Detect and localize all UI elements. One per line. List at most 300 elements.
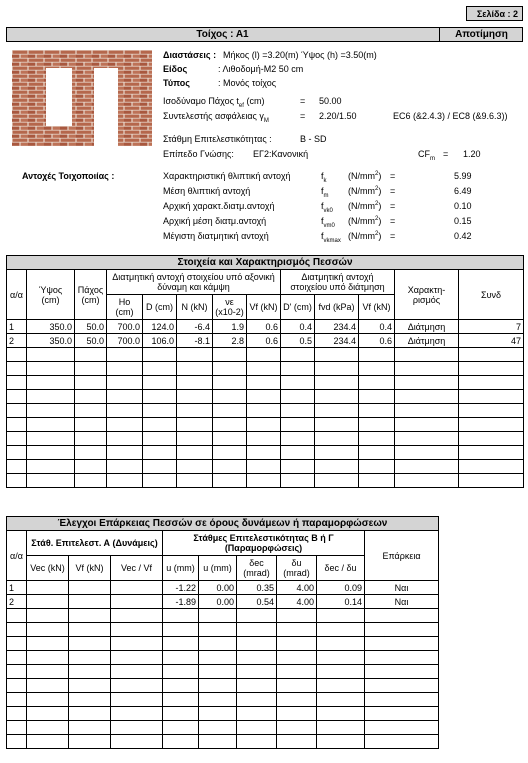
d-cell: 124.0 — [143, 320, 177, 334]
vf-cell: 0.6 — [247, 320, 281, 334]
d-cell — [143, 362, 177, 376]
ho-cell: 700.0 — [107, 320, 143, 334]
combination-cell — [459, 404, 524, 418]
du-cell — [277, 735, 317, 749]
t2-subheader: δu (mrad) — [277, 556, 317, 581]
fvd-cell — [315, 432, 359, 446]
row-index: 1 — [7, 320, 27, 334]
ho-cell — [107, 460, 143, 474]
du-cell — [277, 651, 317, 665]
fvd-cell — [315, 418, 359, 432]
cf-label: $CF_m$ — [418, 149, 435, 162]
t2-h-groupA: Στάθ. Επιτελεστ. Α (Δυνάμεις) — [27, 531, 163, 556]
characterization-cell — [395, 390, 459, 404]
height-cell — [27, 432, 75, 446]
adequacy-cell — [365, 623, 439, 637]
safety-eq: = — [300, 111, 306, 121]
characterization-cell — [395, 460, 459, 474]
dprime-cell — [281, 404, 315, 418]
du-cell — [277, 637, 317, 651]
vf-cell — [69, 623, 111, 637]
t2-subheader: Vec / Vf — [111, 556, 163, 581]
combination-cell: 47 — [459, 334, 524, 348]
table-row — [7, 665, 439, 679]
dec-cell — [237, 637, 277, 651]
t1-h-thick: Πάχος (cm) — [75, 270, 107, 320]
t1-subheader: νε (x10-2) — [213, 295, 247, 320]
assessment-label: Αποτίμηση — [455, 29, 508, 40]
ho-cell — [107, 446, 143, 460]
dec-cell — [237, 665, 277, 679]
n-cell — [177, 404, 213, 418]
dec-cell — [237, 623, 277, 637]
du-cell — [277, 679, 317, 693]
vec-cell — [27, 623, 69, 637]
vf-cell — [69, 679, 111, 693]
table-row — [7, 334, 524, 348]
dratio-cell — [317, 637, 365, 651]
height-cell — [27, 460, 75, 474]
dratio-cell: 0.14 — [317, 595, 365, 609]
t2-subheader: Vec (kN) — [27, 556, 69, 581]
vf2-cell — [359, 460, 395, 474]
cf-value: 1.20 — [463, 149, 481, 159]
u2-cell — [199, 609, 237, 623]
strength-symbol: $f_{vm0}$ — [321, 216, 335, 229]
vf-cell — [247, 362, 281, 376]
row-index — [7, 418, 27, 432]
vf-cell — [247, 474, 281, 488]
dprime-cell — [281, 446, 315, 460]
table-row — [7, 679, 439, 693]
vf2-cell — [359, 348, 395, 362]
characterization-cell — [395, 418, 459, 432]
d-cell — [143, 432, 177, 446]
ve-cell: 2.8 — [213, 334, 247, 348]
adequacy-cell — [365, 609, 439, 623]
dec-cell: 0.35 — [237, 581, 277, 595]
n-cell — [177, 474, 213, 488]
dprime-cell — [281, 348, 315, 362]
page-number-box — [466, 6, 523, 21]
vf2-cell — [359, 376, 395, 390]
table-row — [7, 735, 439, 749]
dratio-cell — [317, 623, 365, 637]
ratio-cell — [111, 679, 163, 693]
vf-cell — [247, 390, 281, 404]
u-cell — [163, 609, 199, 623]
u2-cell — [199, 693, 237, 707]
n-cell — [177, 390, 213, 404]
t1-subheader: N (kN) — [177, 295, 213, 320]
dec-cell — [237, 609, 277, 623]
vec-cell — [27, 595, 69, 609]
t1-h-char: Χαρακτη-ρισμός — [395, 270, 459, 320]
du-cell — [277, 693, 317, 707]
strength-symbol: $f_{vk0}$ — [321, 201, 333, 214]
combination-cell — [459, 446, 524, 460]
dratio-cell — [317, 735, 365, 749]
vf-cell — [247, 432, 281, 446]
vf-cell: 0.6 — [247, 334, 281, 348]
ratio-cell — [111, 651, 163, 665]
ve-cell — [213, 446, 247, 460]
strength-label: Χαρακτηριστική θλιπτική αντοχή — [163, 171, 291, 181]
vf2-cell — [359, 446, 395, 460]
du-cell: 4.00 — [277, 581, 317, 595]
u-cell — [163, 721, 199, 735]
dec-cell: 0.54 — [237, 595, 277, 609]
table-row — [7, 390, 524, 404]
thickness-cell — [75, 460, 107, 474]
vec-cell — [27, 707, 69, 721]
fvd-cell: 234.4 — [315, 320, 359, 334]
dratio-cell — [317, 665, 365, 679]
performance-value: B - SD — [300, 134, 327, 144]
thickness-cell — [75, 432, 107, 446]
d-cell — [143, 390, 177, 404]
combination-cell — [459, 432, 524, 446]
fvd-cell — [315, 348, 359, 362]
table-row — [7, 432, 524, 446]
fvd-cell — [315, 390, 359, 404]
table-row — [7, 362, 524, 376]
vf-cell — [247, 446, 281, 460]
kind-label: Τύπος — [163, 78, 190, 88]
t1-subheader: D' (cm) — [281, 295, 315, 320]
vec-cell — [27, 665, 69, 679]
ratio-cell — [111, 707, 163, 721]
ve-cell — [213, 418, 247, 432]
dprime-cell — [281, 390, 315, 404]
vec-cell — [27, 609, 69, 623]
du-cell: 4.00 — [277, 595, 317, 609]
safety-reference: EC6 (&2.4.3) / EC8 (&9.6.3)) — [393, 111, 508, 121]
strength-symbol: $f_m$ — [321, 186, 329, 199]
characterization-cell: Διάτμηση — [395, 320, 459, 334]
combination-cell — [459, 460, 524, 474]
dprime-cell — [281, 362, 315, 376]
dec-cell — [237, 735, 277, 749]
ve-cell — [213, 432, 247, 446]
strength-eq: = — [390, 231, 396, 241]
table-row — [7, 595, 439, 609]
dprime-cell — [281, 376, 315, 390]
vf-cell — [247, 376, 281, 390]
ratio-cell — [111, 637, 163, 651]
thickness-label: Ισοδύναμο Πάχος $t_{ef}$ (cm) — [163, 96, 265, 109]
fvd-cell — [315, 362, 359, 376]
ratio-cell — [111, 609, 163, 623]
combination-cell — [459, 474, 524, 488]
row-index — [7, 665, 27, 679]
t2-h-adequacy: Επάρκεια — [365, 531, 439, 581]
row-index — [7, 651, 27, 665]
table-row — [7, 348, 524, 362]
height-cell: 350.0 — [27, 334, 75, 348]
u2-cell: 0.00 — [199, 581, 237, 595]
ho-cell: 700.0 — [107, 334, 143, 348]
piers-table — [6, 255, 524, 488]
thickness-cell — [75, 376, 107, 390]
vf2-cell: 0.4 — [359, 320, 395, 334]
combination-cell — [459, 418, 524, 432]
safety-label: Συντελεστής ασφάλειας $\gamma_M$ — [163, 111, 269, 124]
row-index: 2 — [7, 334, 27, 348]
du-cell — [277, 707, 317, 721]
n-cell — [177, 460, 213, 474]
vf2-cell — [359, 418, 395, 432]
d-cell: 106.0 — [143, 334, 177, 348]
thickness-cell — [75, 362, 107, 376]
piers-table-title: Στοιχεία και Χαρακτηρισμός Πεσσών — [7, 256, 524, 270]
dec-cell — [237, 679, 277, 693]
thickness-cell: 50.0 — [75, 320, 107, 334]
du-cell — [277, 623, 317, 637]
vf-cell — [69, 651, 111, 665]
ratio-cell — [111, 693, 163, 707]
row-index — [7, 376, 27, 390]
dims-value: Μήκος (l) =3.20(m) Ύψος (h) =3.50(m) — [223, 50, 377, 60]
vec-cell — [27, 581, 69, 595]
performance-label: Στάθμη Επιτελεστικότητας : — [163, 134, 272, 144]
t1-h-comb: Συνδ — [459, 270, 524, 320]
ve-cell — [213, 376, 247, 390]
row-index — [7, 623, 27, 637]
vf-cell — [69, 735, 111, 749]
n-cell — [177, 418, 213, 432]
t1-h-group2: Διατμητική αντοχή στοιχείου υπό διάτμηση — [281, 270, 395, 295]
u2-cell — [199, 623, 237, 637]
adequacy-cell: Ναι — [365, 595, 439, 609]
n-cell — [177, 348, 213, 362]
vec-cell — [27, 693, 69, 707]
ho-cell — [107, 432, 143, 446]
row-index — [7, 735, 27, 749]
u2-cell — [199, 721, 237, 735]
t2-subheader: δec / δu — [317, 556, 365, 581]
type-value: : Λιθοδομή-M2 50 cm — [218, 64, 304, 74]
dratio-cell — [317, 609, 365, 623]
t2-subheader: Vf (kN) — [69, 556, 111, 581]
strength-value: 0.15 — [454, 216, 472, 226]
t2-h-groupB: Στάθμες Επιτελεστικότητας Β ή Γ (Παραμορφώσεις) — [163, 531, 365, 556]
d-cell — [143, 418, 177, 432]
u2-cell — [199, 651, 237, 665]
characterization-cell — [395, 376, 459, 390]
dec-cell — [237, 707, 277, 721]
strength-symbol: $f_{vkmax}$ — [321, 231, 341, 244]
u2-cell — [199, 707, 237, 721]
n-cell: -8.1 — [177, 334, 213, 348]
dratio-cell — [317, 679, 365, 693]
row-index — [7, 609, 27, 623]
vf2-cell — [359, 474, 395, 488]
ho-cell — [107, 390, 143, 404]
dprime-cell — [281, 474, 315, 488]
strength-unit: $(N/mm^2)$ — [348, 171, 382, 181]
characterization-cell — [395, 404, 459, 418]
row-index — [7, 474, 27, 488]
strength-value: 5.99 — [454, 171, 472, 181]
knowledge-label: Επίπεδο Γνώσης: — [163, 149, 234, 159]
d-cell — [143, 460, 177, 474]
type-label: Είδος — [163, 64, 188, 74]
combination-cell — [459, 376, 524, 390]
du-cell — [277, 721, 317, 735]
ve-cell — [213, 348, 247, 362]
u-cell — [163, 735, 199, 749]
strength-value: 0.42 — [454, 231, 472, 241]
dratio-cell: 0.09 — [317, 581, 365, 595]
wall-title: Τοίχος : Α1 — [196, 29, 249, 40]
ratio-cell — [111, 581, 163, 595]
u-cell — [163, 651, 199, 665]
t2-h-aa: α/α — [7, 531, 27, 581]
thickness-value: 50.00 — [319, 96, 342, 106]
strength-unit: $(N/mm^2)$ — [348, 186, 382, 196]
vf-cell — [69, 637, 111, 651]
ratio-cell — [111, 595, 163, 609]
vf-cell — [247, 460, 281, 474]
row-index — [7, 348, 27, 362]
t1-h-aa: α/α — [7, 270, 27, 320]
row-index: 1 — [7, 581, 27, 595]
strength-value: 6.49 — [454, 186, 472, 196]
table-row — [7, 581, 439, 595]
adequacy-table-title: Έλεγχοι Επάρκειας Πεσσών σε όρους δυνάμεων ή παραμορφώσεων — [7, 517, 439, 531]
ho-cell — [107, 474, 143, 488]
du-cell — [277, 609, 317, 623]
ho-cell — [107, 376, 143, 390]
thickness-cell — [75, 474, 107, 488]
thickness-cell — [75, 404, 107, 418]
fvd-cell — [315, 460, 359, 474]
ratio-cell — [111, 623, 163, 637]
vf2-cell: 0.6 — [359, 334, 395, 348]
thickness-cell — [75, 348, 107, 362]
vf-cell — [69, 581, 111, 595]
u-cell — [163, 707, 199, 721]
dprime-cell: 0.5 — [281, 334, 315, 348]
strength-eq: = — [390, 171, 396, 181]
u-cell — [163, 693, 199, 707]
height-cell — [27, 362, 75, 376]
t2-subheader: δec (mrad) — [237, 556, 277, 581]
vf-cell — [69, 609, 111, 623]
ho-cell — [107, 404, 143, 418]
wall-elevation-image — [12, 50, 152, 146]
u-cell: -1.89 — [163, 595, 199, 609]
fvd-cell — [315, 474, 359, 488]
dec-cell — [237, 721, 277, 735]
table-row — [7, 623, 439, 637]
ratio-cell — [111, 721, 163, 735]
combination-cell: 7 — [459, 320, 524, 334]
row-index — [7, 707, 27, 721]
vf-cell — [69, 721, 111, 735]
table-row — [7, 637, 439, 651]
row-index — [7, 446, 27, 460]
vec-cell — [27, 735, 69, 749]
d-cell — [143, 474, 177, 488]
row-index — [7, 432, 27, 446]
row-index — [7, 679, 27, 693]
t1-subheader: Hο (cm) — [107, 295, 143, 320]
thickness-cell — [75, 390, 107, 404]
combination-cell — [459, 348, 524, 362]
u-cell: -1.22 — [163, 581, 199, 595]
row-index — [7, 390, 27, 404]
d-cell — [143, 348, 177, 362]
fvd-cell — [315, 404, 359, 418]
table-row — [7, 460, 524, 474]
table-row — [7, 376, 524, 390]
table-row — [7, 609, 439, 623]
dprime-cell: 0.4 — [281, 320, 315, 334]
d-cell — [143, 446, 177, 460]
table-row — [7, 446, 524, 460]
kind-value: : Μονός τοίχος — [218, 78, 277, 88]
u2-cell — [199, 735, 237, 749]
row-index — [7, 637, 27, 651]
table-row — [7, 320, 524, 334]
table-row — [7, 418, 524, 432]
combination-cell — [459, 390, 524, 404]
row-index — [7, 404, 27, 418]
u2-cell — [199, 665, 237, 679]
characterization-cell: Διάτμηση — [395, 334, 459, 348]
height-cell: 350.0 — [27, 320, 75, 334]
adequacy-cell — [365, 665, 439, 679]
table-row — [7, 707, 439, 721]
adequacy-cell — [365, 637, 439, 651]
dratio-cell — [317, 651, 365, 665]
ve-cell: 1.9 — [213, 320, 247, 334]
dec-cell — [237, 693, 277, 707]
adequacy-cell — [365, 679, 439, 693]
ho-cell — [107, 362, 143, 376]
strength-title: Αντοχές Τοιχοποιίας : — [22, 171, 115, 181]
height-cell — [27, 404, 75, 418]
dprime-cell — [281, 460, 315, 474]
thickness-cell — [75, 418, 107, 432]
vf2-cell — [359, 362, 395, 376]
thickness-cell: 50.0 — [75, 334, 107, 348]
u2-cell: 0.00 — [199, 595, 237, 609]
dratio-cell — [317, 721, 365, 735]
vf2-cell — [359, 404, 395, 418]
ho-cell — [107, 418, 143, 432]
strength-label: Αρχική χαρακτ.διατμ.αντοχή — [163, 201, 275, 211]
dprime-cell — [281, 418, 315, 432]
table-row — [7, 404, 524, 418]
t1-h-group1: Διατμητική αντοχή στοιχείου υπό αξονική δύναμη και κάμψη — [107, 270, 281, 295]
vec-cell — [27, 637, 69, 651]
strength-unit: $(N/mm^2)$ — [348, 216, 382, 226]
strength-eq: = — [390, 186, 396, 196]
height-cell — [27, 376, 75, 390]
adequacy-cell — [365, 707, 439, 721]
height-cell — [27, 390, 75, 404]
ve-cell — [213, 474, 247, 488]
ve-cell — [213, 404, 247, 418]
strength-unit: $(N/mm^2)$ — [348, 201, 382, 211]
ve-cell — [213, 362, 247, 376]
u-cell — [163, 637, 199, 651]
vf-cell — [247, 418, 281, 432]
height-cell — [27, 474, 75, 488]
